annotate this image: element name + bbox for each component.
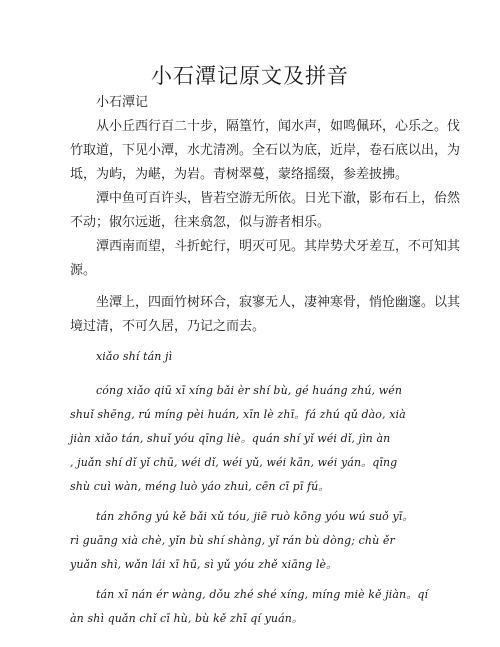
pinyin-title: xiǎo shí tán jì — [96, 350, 173, 363]
pinyin-line: , juǎn shí dǐ yǐ chū, wéi dǐ, wéi yǔ, wéi kān, wéi yán。qīng — [70, 456, 398, 469]
pinyin-line: yuǎn shì, wǎn lái xī hū, sì yǔ yóu zhě xiāng lè。 — [70, 558, 338, 571]
pinyin-line: cóng xiǎo qiū xī xíng bǎi èr shí bù, gé huáng zhú, wén — [96, 384, 403, 397]
original-line: 潭西南而望，斗折蛇行，明灭可见。其岸势犬牙差互，不可知其 — [96, 239, 461, 254]
pinyin-line: àn shì quǎn chǐ cī hù, bù kě zhī qí yuán。 — [70, 612, 304, 625]
pinyin-line: jiàn xiǎo tán, shuǐ yóu qīng liè。quán shí yǐ wéi dǐ, jìn àn — [70, 432, 391, 445]
pinyin-line: rì guāng xià chè, yǐn bù shí shàng, yǐ rán bù dòng; chù ěr — [70, 534, 395, 547]
pinyin-line: shuǐ shēng, rú míng pèi huán, xīn lè zhī。fá zhú qǔ dào, xià — [70, 408, 406, 421]
pinyin-line: tán zhōng yú kě bǎi xǔ tóu, jiē ruò kōng yóu wú suǒ yī。 — [96, 510, 414, 523]
section-subtitle: 小石潭记 — [96, 95, 149, 110]
original-line: 潭中鱼可百许头，皆若空游无所依。日光下澈，影布石上，佁然 — [96, 191, 461, 206]
original-line: 源。 — [70, 263, 97, 278]
original-line: 坐潭上，四面竹树环合，寂寥无人，凄神寒骨，悄怆幽邃。以其 — [96, 295, 461, 310]
original-line: 坻，为屿，为嵁，为岩。青树翠蔓，蒙络摇缀，参差披拂。 — [70, 167, 409, 182]
page-title: 小石潭记原文及拼音 — [151, 64, 349, 88]
pinyin-line: shù cuì wàn, méng luò yáo zhuì, cēn cī pī fú。 — [70, 480, 330, 493]
original-line: 从小丘西行百二十步，隔篁竹，闻水声，如鸣佩环，心乐之。伐 — [96, 119, 461, 134]
original-line: 境过清，不可久居，乃记之而去。 — [70, 319, 266, 334]
pinyin-line: tán xī nán ér wàng, dǒu zhé shé xíng, míng miè kě jiàn。qí — [96, 588, 429, 601]
original-line: 竹取道，下见小潭，水尤清冽。全石以为底，近岸，卷石底以出，为 — [70, 143, 461, 158]
original-line: 不动；俶尔远逝，往来翕忽，似与游者相乐。 — [70, 215, 331, 230]
